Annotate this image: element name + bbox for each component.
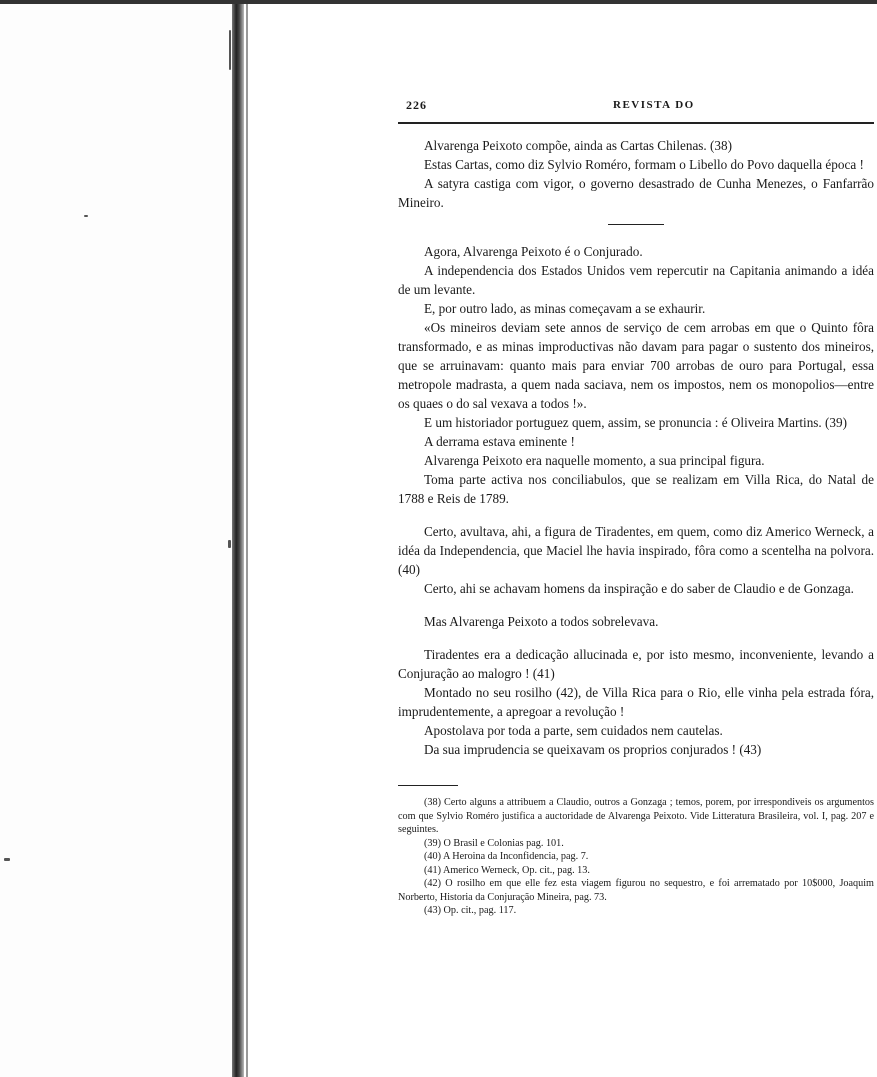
paragraph: E, por outro lado, as minas começavam a se exhaurir. [424,301,706,316]
book-spine [232,0,244,1077]
paragraph: Montado no seu rosilho (42), de Villa Rica para o Rio, elle vinha pela estrada fóra, imprudentemente, a apregoar a revolução ! [398,685,874,719]
body-text [398,136,874,759]
paragraph: Mas Alvarenga Peixoto a todos sobrelevava. [424,614,659,629]
footnote: (38) Certo alguns a attribuem a Claudio, outros a Gonzaga ; temos, porem, por irrespondiveis os argumentos com que Sylvio Roméro justifica a auctoridade de Alvarenga Peixoto. Vide Litteratura Brasileira, vol. I, pag. 207 e seguintes. [398,797,874,835]
paragraph: Alvarenga Peixoto compõe, ainda as Cartas Chilenas. (38) [424,138,732,153]
book-page [398,96,874,918]
header-rule [398,122,874,124]
paragraph: E um historiador portuguez quem, assim, se pronuncia : é Oliveira Martins. (39) [424,415,847,430]
footnote: (40) A Heroina da Inconfidencia, pag. 7. [424,851,589,862]
paragraph: Apostolava por toda a parte, sem cuidados nem cautelas. [424,723,723,738]
footnote: (42) O rosilho em que elle fez esta viagem figurou no sequestro, e foi arrematado por 10$000, Joaquim Norberto, Historia da Conjuração Mineira, pag. 73. [398,878,874,903]
paragraph: Certo, ahi se achavam homens da inspiração e do saber de Claudio e de Gonzaga. [424,581,854,596]
paragraph: Da sua imprudencia se queixavam os proprios conjurados ! (43) [424,742,762,757]
paragraph: Certo, avultava, ahi, a figura de Tiradentes, em quem, como diz Americo Werneck, a idéa da Independencia, que Maciel lhe havia inspirado, fôra como a scentelha na polvora. (40) [398,524,874,577]
paragraph: A derrama estava eminente ! [424,434,575,449]
paragraph: Estas Cartas, como diz Sylvio Roméro, formam o Libello do Povo daquella época ! [424,157,864,172]
paragraph: «Os mineiros deviam sete annos de serviço de cem arrobas em que o Quinto fôra transformado, e as minas improductivas não davam para pagar o sustento dos mineiros, que se arruinavam: quanto mais para enviar 700 arrobas de ouro para Portugal, essa metropole madrasta, a quem nada saciava, nem os impostos, nem os monopolios—entre os quaes o do sal vexava a todos !». [398,320,874,411]
running-head [398,96,874,118]
footnote: (43) Op. cit., pag. 117. [424,905,517,916]
footnote: (39) O Brasil e Colonias pag. 101. [424,837,564,849]
running-title: REVISTA DO [613,99,695,111]
footnote-rule [398,785,458,786]
footnotes [398,796,874,918]
paragraph: Tiradentes era a dedicação allucinada e, por isto mesmo, inconveniente, levando a Conjuração ao malogro ! (41) [398,647,874,681]
paragraph: A independencia dos Estados Unidos vem repercutir na Capitania animando a idéa de um levante. [398,263,874,297]
scan-top-edge [0,0,877,4]
scan-speck [228,540,231,548]
footnote: (41) Americo Werneck, Op. cit., pag. 13. [424,864,590,876]
paragraph: Agora, Alvarenga Peixoto é o Conjurado. [424,244,643,259]
scan-speck [229,30,231,70]
scan-speck [4,858,10,861]
paragraph: Alvarenga Peixoto era naquelle momento, a sua principal figura. [424,453,765,468]
scan-speck [84,215,88,217]
section-separator [608,224,664,225]
page-number: 226 [406,98,427,112]
paragraph: Toma parte activa nos conciliabulos, que se realizam em Villa Rica, do Natal de 1788 e Reis de 1789. [398,472,874,506]
spine-edge [246,0,248,1077]
paragraph: A satyra castiga com vigor, o governo desastrado de Cunha Menezes, o Fanfarrão Mineiro. [398,176,874,210]
blank-left-page [0,0,236,1077]
